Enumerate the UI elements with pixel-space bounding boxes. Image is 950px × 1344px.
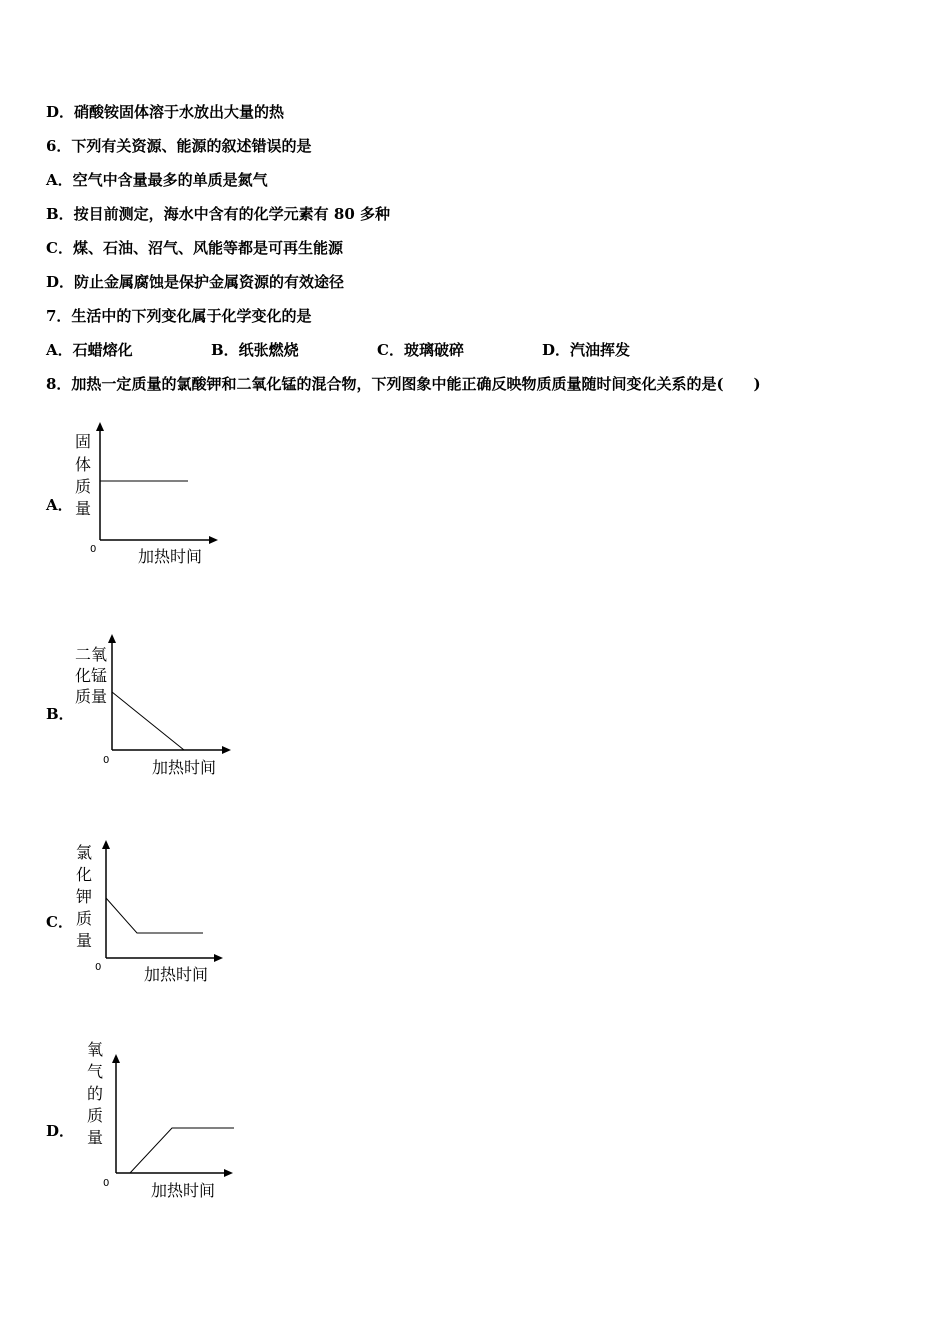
q7-option-a: A．石蜡熔化 xyxy=(46,341,133,359)
q6-option-d: D．防止金属腐蚀是保护金属资源的有效途径 xyxy=(46,273,345,291)
y-label-char: 量 xyxy=(75,499,92,518)
figure-d-label: D． xyxy=(46,1122,75,1140)
y-label-char: 化 xyxy=(76,865,93,884)
x-axis-label: 加热时间 xyxy=(152,758,217,777)
y-label-char: 钾 xyxy=(76,887,93,906)
y-axis-arrow xyxy=(102,840,110,849)
y-label-char: 质 xyxy=(76,909,93,928)
y-label-char: 氯 xyxy=(76,843,93,862)
y-label-line: 质量 xyxy=(75,687,108,706)
data-line xyxy=(130,1128,234,1173)
q5-option-d: D．硝酸铵固体溶于水放出大量的热 xyxy=(46,103,285,121)
y-label-char: 体 xyxy=(75,455,92,474)
y-label-line: 二氧 xyxy=(75,645,108,664)
y-label-char: 氧 xyxy=(87,1040,104,1059)
origin-label: 0 xyxy=(95,962,102,973)
x-axis-arrow xyxy=(222,746,231,754)
q8-stem: 8．加热一定质量的氯酸钾和二氧化锰的混合物，下列图象中能正确反映物质质量随时间变化关系的是( ) xyxy=(46,375,761,393)
y-axis-arrow xyxy=(112,1054,120,1063)
y-axis-arrow xyxy=(108,634,116,643)
x-axis-label: 加热时间 xyxy=(151,1181,216,1200)
figure-b-label: B． xyxy=(46,705,74,723)
origin-label: 0 xyxy=(103,1178,110,1189)
figure-c-label: C． xyxy=(46,913,73,931)
y-label-char: 质 xyxy=(87,1106,104,1125)
q7-option-d: D．汽油挥发 xyxy=(542,341,631,359)
x-axis-label: 加热时间 xyxy=(144,965,209,984)
data-line xyxy=(112,692,184,750)
y-axis-arrow xyxy=(96,422,104,431)
data-line xyxy=(106,898,203,933)
x-axis-arrow xyxy=(224,1169,233,1177)
q6-option-b: B．按目前测定，海水中含有的化学元素有 80 多种 xyxy=(46,205,390,223)
y-label-char: 的 xyxy=(87,1084,104,1103)
figure-a-label: A． xyxy=(46,496,73,514)
q7-option-c: C．玻璃破碎 xyxy=(377,341,464,359)
q6-stem: 6．下列有关资源、能源的叙述错误的是 xyxy=(46,137,312,155)
figure-c-graph xyxy=(66,838,236,988)
q6-option-c: C．煤、石油、沼气、风能等都是可再生能源 xyxy=(46,239,343,257)
q7-option-b: B．纸张燃烧 xyxy=(211,341,299,359)
q6-option-a: A．空气中含量最多的单质是氮气 xyxy=(46,171,268,189)
origin-label: 0 xyxy=(103,755,110,766)
x-axis-label: 加热时间 xyxy=(138,547,203,566)
figure-d-graph xyxy=(76,1038,246,1203)
y-label-line: 化锰 xyxy=(75,666,108,685)
y-label-char: 质 xyxy=(75,477,92,496)
y-label-char: 量 xyxy=(76,931,93,950)
origin-label: 0 xyxy=(90,544,97,555)
y-label-char: 量 xyxy=(87,1128,104,1147)
x-axis-arrow xyxy=(209,536,218,544)
x-axis-arrow xyxy=(214,954,223,962)
y-label-char: 气 xyxy=(87,1062,104,1081)
figure-a-graph xyxy=(60,420,230,570)
q7-stem: 7．生活中的下列变化属于化学变化的是 xyxy=(46,307,312,325)
figure-b-graph xyxy=(72,630,242,780)
y-label-char: 固 xyxy=(75,432,92,451)
